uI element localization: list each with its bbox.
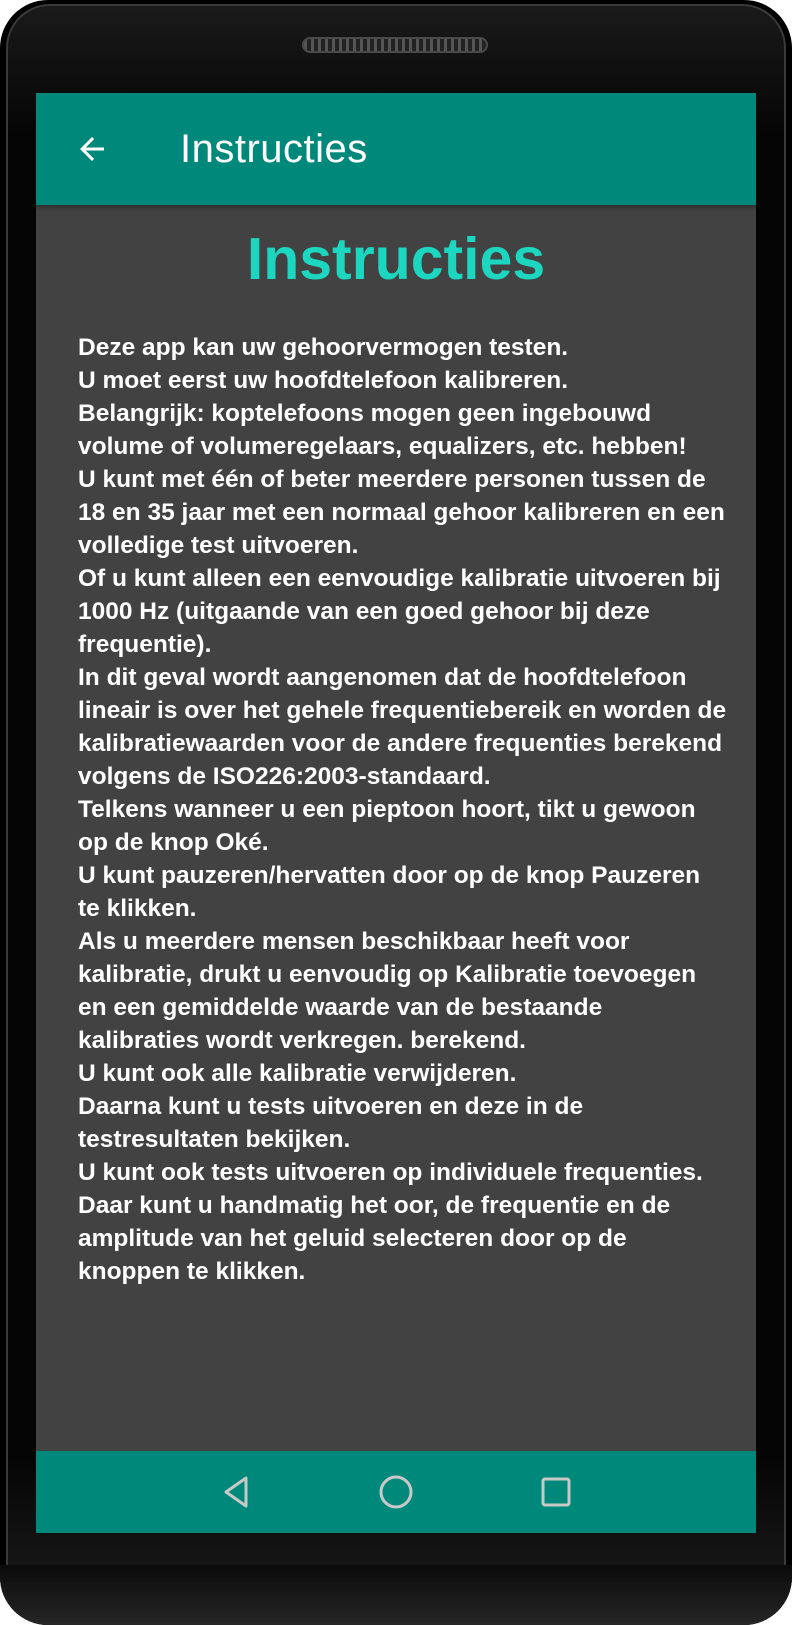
app-bar-title: Instructies [180,127,368,171]
instruction-line: Of u kunt alleen een eenvoudige kalibratie uitvoeren bij 1000 Hz (uitgaande van een goed gehoor bij deze frequentie). [78,565,721,658]
instruction-line: Daarna kunt u tests uitvoeren en deze in de testresultaten bekijken. [78,1093,584,1153]
app-bar [36,93,756,205]
instruction-line: U kunt pauzeren/hervatten door op de knop Pauzeren te klikken. [78,862,701,922]
nav-back-button[interactable] [212,1468,260,1516]
instructions-text [78,331,728,1288]
earpiece-speaker [302,37,488,53]
arrow-back-icon [74,131,110,167]
nav-home-circle-icon [378,1474,414,1510]
system-navigation-bar [36,1451,756,1533]
instruction-line: Deze app kan uw gehoorvermogen testen. [78,334,569,361]
nav-back-triangle-icon [218,1474,254,1510]
phone-bottom-chin [0,1565,792,1625]
device-screen [36,93,756,1533]
instruction-line: U kunt ook tests uitvoeren op individuele frequenties. [78,1159,703,1186]
nav-recents-button[interactable] [532,1468,580,1516]
nav-recents-square-icon [538,1474,574,1510]
instruction-line: Als u meerdere mensen beschikbaar heeft voor kalibratie, drukt u eenvoudig op Kalibratie toevoegen en een gemiddelde waarde van de bestaande kalibraties wordt verkregen. berekend. [78,928,697,1054]
instruction-line: Telkens wanneer u een pieptoon hoort, tikt u gewoon op de knop Oké. [78,796,696,856]
instruction-line: In dit geval wordt aangenomen dat de hoofdtelefoon lineair is over het gehele frequentiebereik en worden de kalibratiewaarden voor de andere frequenties berekend volgens de ISO226:2003-standaard. [78,664,727,790]
page-heading: Instructies [246,226,546,292]
instruction-line: U moet eerst uw hoofdtelefoon kalibreren. [78,367,569,394]
instruction-line: Daar kunt u handmatig het oor, de frequentie en de amplitude van het geluid selecteren door op de knoppen te klikken. [78,1192,671,1285]
instruction-line: U kunt met één of beter meerdere personen tussen de 18 en 35 jaar met een normaal gehoor kalibreren en een volledige test uitvoeren. [78,466,725,559]
instructions-content [36,205,756,1443]
instruction-line: U kunt ook alle kalibratie verwijderen. [78,1060,517,1087]
back-button[interactable] [64,121,120,177]
instruction-line: Belangrijk: koptelefoons mogen geen ingebouwd volume of volumeregelaars, equalizers, etc. hebben! [78,400,687,460]
nav-home-button[interactable] [372,1468,420,1516]
